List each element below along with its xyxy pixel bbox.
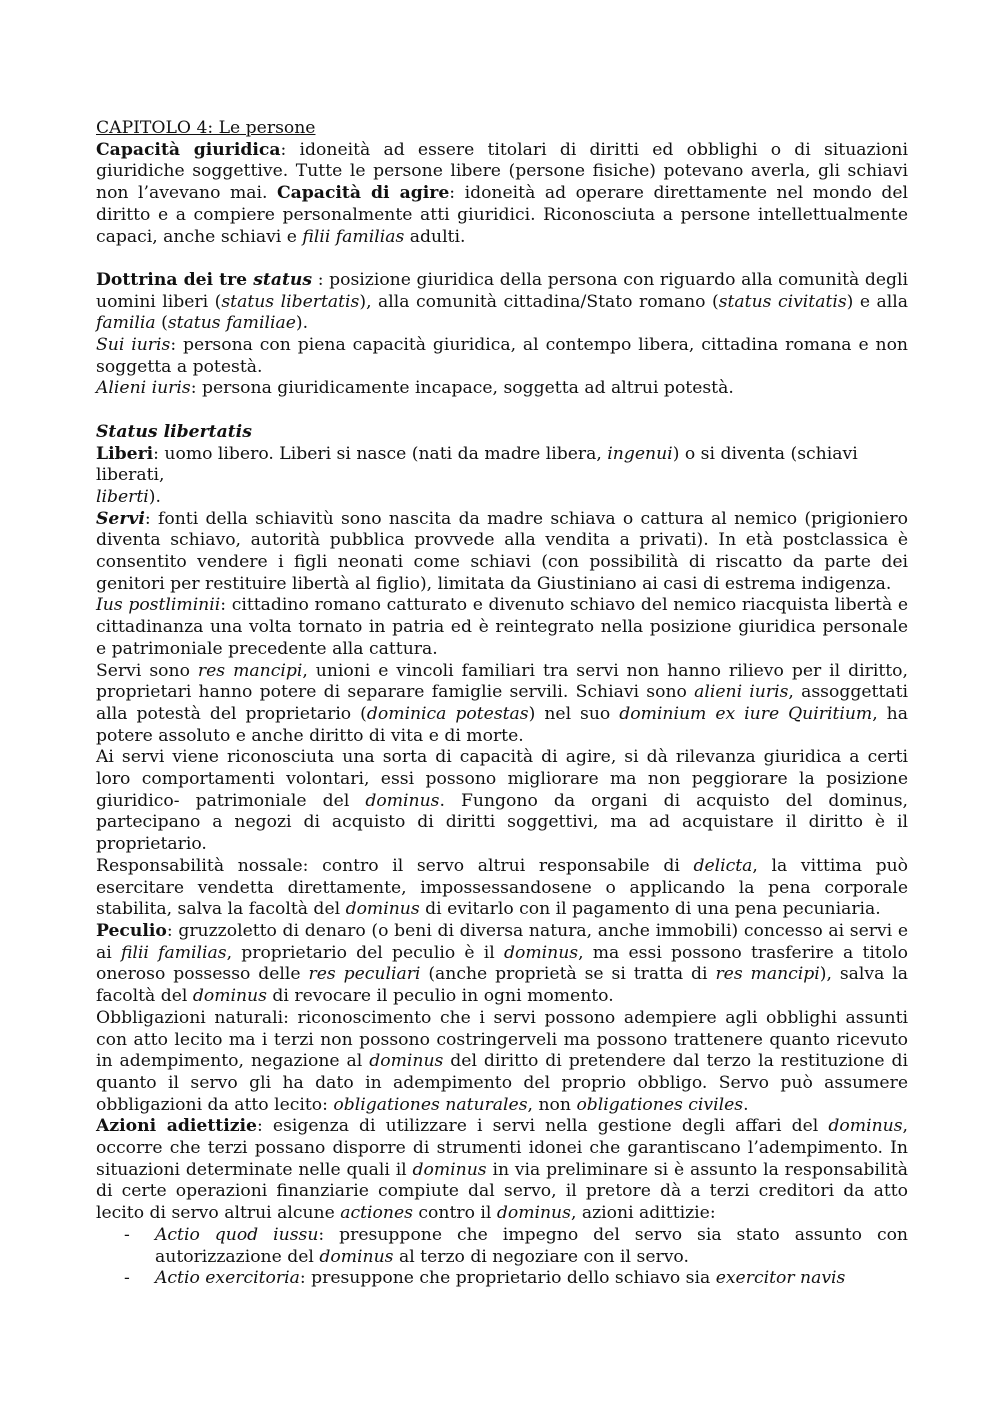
italic-term: dominus xyxy=(496,1203,571,1224)
text-span: Responsabilità nossale: contro il servo altrui responsabile di xyxy=(96,855,694,876)
text-span: ). xyxy=(295,313,309,334)
italic-term: ingenui xyxy=(607,443,673,464)
text-span: : idoneità ad operare direttamente nel mondo del diritto e a compiere personalmente atti giuridici. Riconosciuta a persone intellettualmente capaci, anche schiavi e xyxy=(96,183,908,247)
paragraph-azioni-adiettizie xyxy=(96,1116,908,1225)
text-span: : persona con piena capacità giuridica, al contempo libera, cittadina romana e non soggetta a potestà. xyxy=(96,335,909,377)
text-span: , assoggettati alla potestà del proprietario ( xyxy=(96,682,908,724)
paragraph-capacita xyxy=(96,140,908,249)
italic-term: Ius postliminii xyxy=(96,595,221,616)
paragraph-peculio xyxy=(96,921,908,1008)
text-span: di revocare il peculio in ogni momento. xyxy=(266,986,614,1007)
italic-term: filii familias xyxy=(120,942,227,963)
italic-term: Actio quod iussu xyxy=(155,1224,319,1245)
text-span: . Fungono da organi di acquisto del dominus, partecipano a negozi di acquisto di diritti soggettivi, ma ad acquistare il diritto è il proprietario. xyxy=(96,790,908,855)
paragraph-gap xyxy=(96,400,908,422)
text-span: : presuppone che proprietario dello schiavo sia xyxy=(299,1268,716,1289)
list-item xyxy=(96,1268,908,1290)
paragraph-obbligazioni-naturali xyxy=(96,1008,908,1117)
list-dash: - xyxy=(124,1224,130,1245)
italic-term: status familiae xyxy=(167,313,296,334)
text-span: : posizione giuridica della persona con riguardo alla comunità degli uomini liberi ( xyxy=(96,269,908,312)
text-span: , non xyxy=(527,1094,577,1115)
chapter-title xyxy=(96,118,908,140)
paragraph-capacita-servi xyxy=(96,747,908,856)
italic-term: Actio exercitoria xyxy=(155,1268,300,1289)
text-span: Ai servi viene riconosciuta una sorta di capacità di agire, si dà rilevanza giuridica a certi loro comportamenti volontari, essi possono migliorare ma non peggiorare la posizione giuridico- patrimoniale del xyxy=(96,747,908,811)
text-span: : cittadino romano catturato e divenuto schiavo del nemico riacquista libertà e cittadinanza una volta tornato in patria ed è reintegrato nella posizione giuridica personale e patrimoniale precedente alla cattura. xyxy=(96,595,908,659)
text-span: , ma essi possono trasferire a titolo oneroso possesso delle xyxy=(96,942,908,985)
text-span: : persona giuridicamente incapace, soggetta ad altrui potestà. xyxy=(190,378,734,399)
italic-term: dominus xyxy=(365,790,440,811)
text-span: , ha potere assoluto e anche diritto di vita e di morte. xyxy=(96,703,908,746)
text-span: ( xyxy=(155,313,168,334)
paragraph-postliminii xyxy=(96,595,908,660)
text-span: di evitarlo con il pagamento di una pena pecuniaria. xyxy=(419,899,881,920)
text-span: adulti. xyxy=(404,226,466,247)
paragraph-res-mancipi xyxy=(96,661,908,748)
italic-term: Sui iuris xyxy=(96,335,171,356)
section-heading-text: Status libertatis xyxy=(96,421,252,442)
term-capacita-agire: Capacità di agire xyxy=(276,183,450,204)
italic-term: dominus xyxy=(369,1051,444,1072)
section-heading xyxy=(96,422,908,444)
term-dottrina xyxy=(96,270,312,290)
italic-term: dominus xyxy=(319,1246,394,1267)
italic-term: liberti xyxy=(96,486,149,507)
italic-term: delicta xyxy=(693,855,753,876)
italic-term: exercitor navis xyxy=(715,1268,846,1289)
text-span: : fonti della schiavitù sono nascita da madre schiava o cattura al nemico (prigioniero diventa schiavo, autorità pubblica provvede alla vendita a privati). In età postclassica è consentito vendere i figli neonati come schiavi (con possibilità di riscatto da parte dei genitori per restituire libertà al figlio), limitata da Giustiniano ai casi di estrema indigenza. xyxy=(96,508,908,594)
text-span: ). xyxy=(148,486,161,507)
text-span: in via preliminare si è assunto la responsabilità di certe operazioni finanziarie compiute dal servo, il pretore dà a terzi creditori da atto lecito di servo altrui alcune xyxy=(96,1159,908,1224)
text-span: ) nel suo xyxy=(528,703,620,724)
italic-term: dominus xyxy=(412,1159,487,1180)
text-span: : idoneità ad essere titolari di diritti ed obblighi o di situazioni giuridiche soggettive. Tutte le persone libere (persone fisiche) potevano averla, gli schiavi non l’avevano mai. xyxy=(96,139,908,204)
paragraph-servi xyxy=(96,509,908,596)
text-span: : gruzzoletto di denaro (o beni di diversa natura, anche immobili) concesso ai servi e ai xyxy=(96,920,908,963)
italic-term: dominus xyxy=(192,986,267,1007)
italic-term: obligationes civiles xyxy=(576,1094,744,1115)
text-span: ), alla comunità cittadina/Stato romano ( xyxy=(359,291,719,312)
italic-term: res peculiari xyxy=(308,964,421,985)
paragraph-alieni-iuris xyxy=(96,378,908,400)
paragraph-dottrina xyxy=(96,270,908,335)
actions-list xyxy=(96,1225,908,1290)
italic-term: dominus xyxy=(828,1116,903,1137)
italic-term: status libertatis xyxy=(221,291,360,312)
term-peculio: Peculio xyxy=(96,920,167,941)
paragraph-responsabilita-nossale xyxy=(96,856,908,921)
italic-term: alieni iuris xyxy=(694,682,789,703)
text-span: : presuppone che impegno del servo sia stato assunto con autorizzazione del xyxy=(155,1224,908,1267)
text-span: (anche proprietà se si tratta di xyxy=(420,964,716,985)
term-servi: Servi xyxy=(96,508,145,529)
document-body xyxy=(96,118,908,1290)
text-span: Dottrina dei tre xyxy=(96,269,254,290)
italic-term: res mancipi xyxy=(197,660,303,681)
text-span: , occorre che terzi possano disporre di strumenti idonei che garantiscano l’adempimento. In situazioni determinate nelle quali il xyxy=(96,1116,908,1180)
text-span: ) o si diventa (schiavi liberati, xyxy=(96,443,858,486)
text-span: , unioni e vincoli familiari tra servi non hanno rilievo per il diritto, proprietari hanno potere di separare famiglie servili. Schiavi sono xyxy=(96,660,908,703)
italic-term: familia xyxy=(96,313,156,334)
italic-term: actiones xyxy=(340,1203,413,1224)
italic-term: obligationes naturales xyxy=(333,1094,528,1115)
italic-term: dominica potestas xyxy=(366,703,529,724)
text-span: contro il xyxy=(412,1203,497,1224)
paragraph-liberi xyxy=(96,444,908,509)
text-span: al terzo di negoziare con il servo. xyxy=(393,1246,689,1267)
italic-term: Alieni iuris xyxy=(96,378,191,399)
paragraph-sui-iuris xyxy=(96,335,908,378)
italic-term: status civitatis xyxy=(718,291,847,312)
italic-term: status xyxy=(253,269,313,290)
term-liberi: Liberi xyxy=(96,443,154,464)
list-dash: - xyxy=(124,1268,130,1289)
text-span: ), salva la facoltà del xyxy=(96,964,909,1007)
text-span: ) e alla xyxy=(846,291,909,312)
text-span: , proprietario del peculio è il xyxy=(226,942,504,963)
text-span: . xyxy=(743,1094,749,1115)
text-span: Servi sono xyxy=(96,660,198,681)
text-span: Obbligazioni naturali: riconoscimento che i servi possono adempiere agli obblighi assunti con atto lecito ma i terzi non possono costringerveli ma possono trattenere quanto ricevuto in adempimento, negazione al xyxy=(96,1007,908,1072)
paragraph-gap xyxy=(96,248,908,270)
list-item xyxy=(96,1225,908,1268)
text-span: del diritto di pretendere dal terzo la restituzione di quanto il servo gli ha dato in adempimento del proprio obbligo. Servo può assumere obbligazioni da atto lecito: xyxy=(96,1051,908,1115)
italic-term: res mancipi xyxy=(715,964,820,985)
text-span: : uomo libero. Liberi si nasce (nati da madre libera, xyxy=(153,443,608,464)
text-span: , la vittima può esercitare vendetta direttamente, impossessandosene o applicando la pena corporale stabilita, salva la facoltà del xyxy=(96,855,908,920)
italic-term: dominus xyxy=(503,942,579,963)
italic-term: filii familias xyxy=(302,226,405,247)
term-capacita-giuridica: Capacità giuridica xyxy=(96,139,281,160)
text-span: : esigenza di utilizzare i servi nella gestione degli affari del xyxy=(257,1116,829,1137)
italic-term: dominium ex iure Quiritium xyxy=(619,703,873,724)
text-span: , azioni adittizie: xyxy=(570,1203,716,1224)
chapter-title-text: CAPITOLO 4: Le persone xyxy=(96,118,316,138)
italic-term: dominus xyxy=(345,899,420,920)
term-azioni-adiettizie: Azioni adiettizie xyxy=(96,1116,257,1137)
